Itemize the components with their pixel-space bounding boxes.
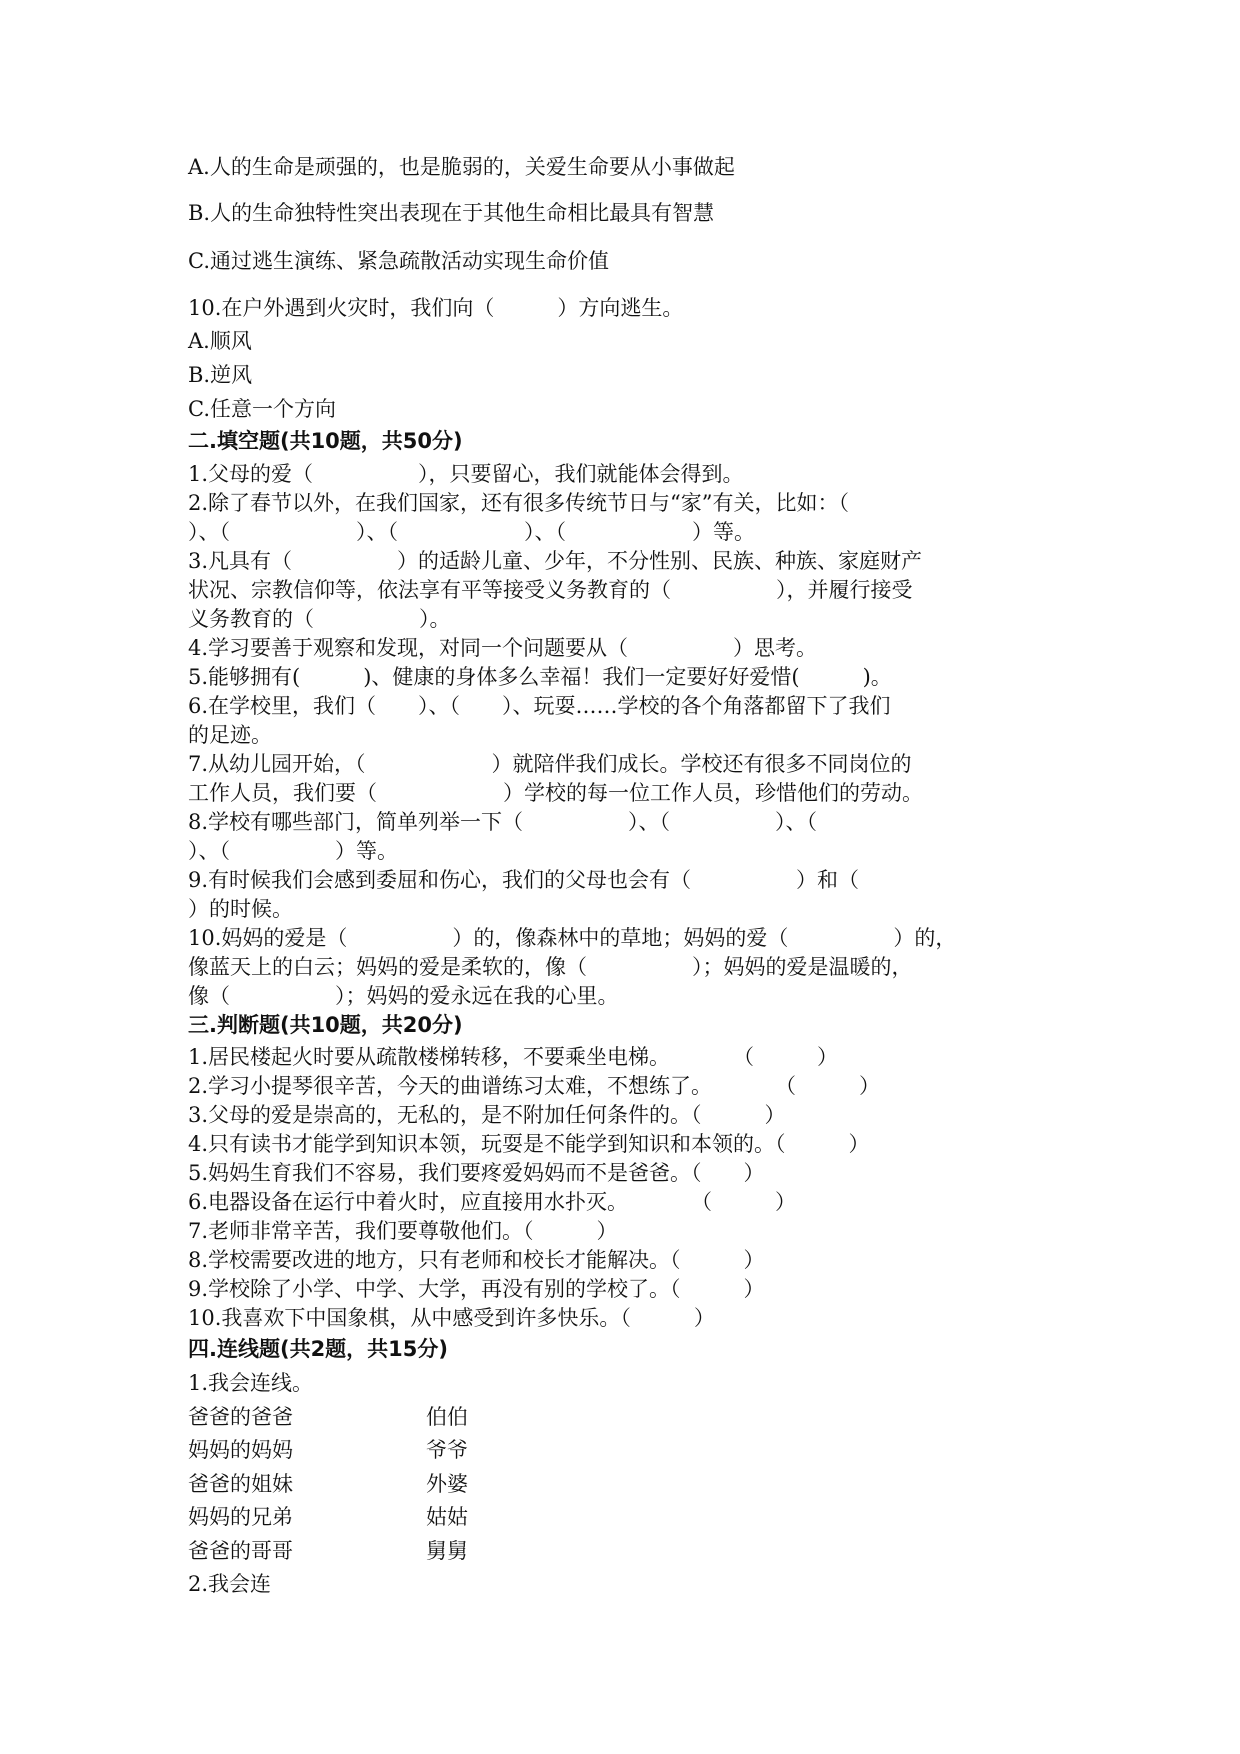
s2-line: 义务教育的（ ）。 [188,607,451,631]
s3-line: 8.学校需要改进的地方，只有老师和校长才能解决。（ ） [188,1248,765,1272]
s3-line: 10.我喜欢下中国象棋，从中感受到许多快乐。（ ） [188,1306,715,1330]
s2-line: 像蓝天上的白云；妈妈的爱是柔软的，像（ ）；妈妈的爱是温暖的， [188,955,913,979]
s3-line: 2.学习小提琴很辛苦，今天的曲谱练习太难，不想练了。 （ ） [188,1074,881,1098]
s2-line: 工作人员，我们要（ ）学校的每一位工作人员，珍惜他们的劳动。 [188,781,923,805]
q10-option-a: A.顺风 [188,329,252,353]
q10-option-c: C.任意一个方向 [188,397,336,421]
s2-line: 3.凡具有（ ）的适龄儿童、少年，不分性别、民族、种族、家庭财产 [188,549,923,573]
s3-line: 3.父母的爱是崇高的，无私的，是不附加任何条件的。（ ） [188,1103,786,1127]
q9-option-b: B.人的生命独特性突出表现在于其他生命相比最具有智慧 [188,201,715,225]
s4-q2: 2.我会连 [188,1572,272,1596]
s2-line: 10.妈妈的爱是（ ）的，像森林中的草地；妈妈的爱（ ）的， [188,926,957,950]
s3-line: 4.只有读书才能学到知识本领，玩耍是不能学到知识和本领的。（ ） [188,1132,870,1156]
q9-option-c: C.通过逃生演练、紧急疏散活动实现生命价值 [188,249,609,273]
s2-line: ）、（ ）等。 [188,839,398,863]
s2-line: 4.学习要善于观察和发现，对同一个问题要从（ ）思考。 [188,636,818,660]
match-right-item: 伯伯 [426,1405,468,1429]
section4-heading: 四.连线题(共2题，共15分) [188,1337,449,1361]
s2-line: ）的时候。 [188,897,293,921]
s2-line: 1.父母的爱（ ），只要留心，我们就能体会得到。 [188,462,744,486]
q9-option-a: A.人的生命是顽强的，也是脆弱的，关爱生命要从小事做起 [188,155,735,179]
s2-line: ）、（ ）、（ ）、（ ）等。 [188,520,755,544]
match-left-item: 妈妈的妈妈 [188,1438,293,1462]
s2-line: 6.在学校里，我们（ ）、（ ）、玩耍……学校的各个角落都留下了我们 [188,694,891,718]
q10-option-b: B.逆风 [188,363,253,387]
section3-heading: 三.判断题(共10题，共20分) [188,1013,463,1037]
s2-line: 7.从幼儿园开始，（ ）就陪伴我们成长。学校还有很多不同岗位的 [188,752,912,776]
s3-line: 9.学校除了小学、中学、大学，再没有别的学校了。（ ） [188,1277,765,1301]
s2-line: 5.能够拥有( )、健康的身体多么幸福！我们一定要好好爱惜( )。 [188,665,892,689]
s2-line: 状况、宗教信仰等，依法享有平等接受义务教育的（ ），并履行接受 [188,578,913,602]
s3-line: 1.居民楼起火时要从疏散楼梯转移，不要乘坐电梯。 （ ） [188,1045,839,1069]
match-left-item: 爸爸的姐妹 [188,1472,293,1496]
match-right-item: 爷爷 [426,1438,468,1462]
s2-line: 8.学校有哪些部门，简单列举一下（ ）、（ ）、（ [188,810,818,834]
match-right-item: 舅舅 [426,1539,468,1563]
s2-line: 9.有时候我们会感到委屈和伤心，我们的父母也会有（ ）和（ [188,868,860,892]
s2-line: 2.除了春节以外，在我们国家，还有很多传统节日与“家”有关，比如：（ [188,491,850,515]
section2-heading: 二.填空题(共10题，共50分) [188,429,463,453]
s3-line: 6.电器设备在运行中着火时，应直接用水扑灭。 （ ） [188,1190,797,1214]
s4-q1: 1.我会连线。 [188,1371,314,1395]
s2-line: 像（ ）；妈妈的爱永远在我的心里。 [188,984,619,1008]
s3-line: 5.妈妈生育我们不容易，我们要疼爱妈妈而不是爸爸。（ ） [188,1161,765,1185]
q10-stem: 10.在户外遇到火灾时，我们向（ ）方向逃生。 [188,296,684,320]
s2-line: 的足迹。 [188,723,272,747]
match-left-item: 爸爸的爸爸 [188,1405,293,1429]
match-right-item: 外婆 [426,1472,468,1496]
match-right-item: 姑姑 [426,1505,468,1529]
match-left-item: 爸爸的哥哥 [188,1539,293,1563]
s3-line: 7.老师非常辛苦，我们要尊敬他们。（ ） [188,1219,618,1243]
match-left-item: 妈妈的兄弟 [188,1505,293,1529]
